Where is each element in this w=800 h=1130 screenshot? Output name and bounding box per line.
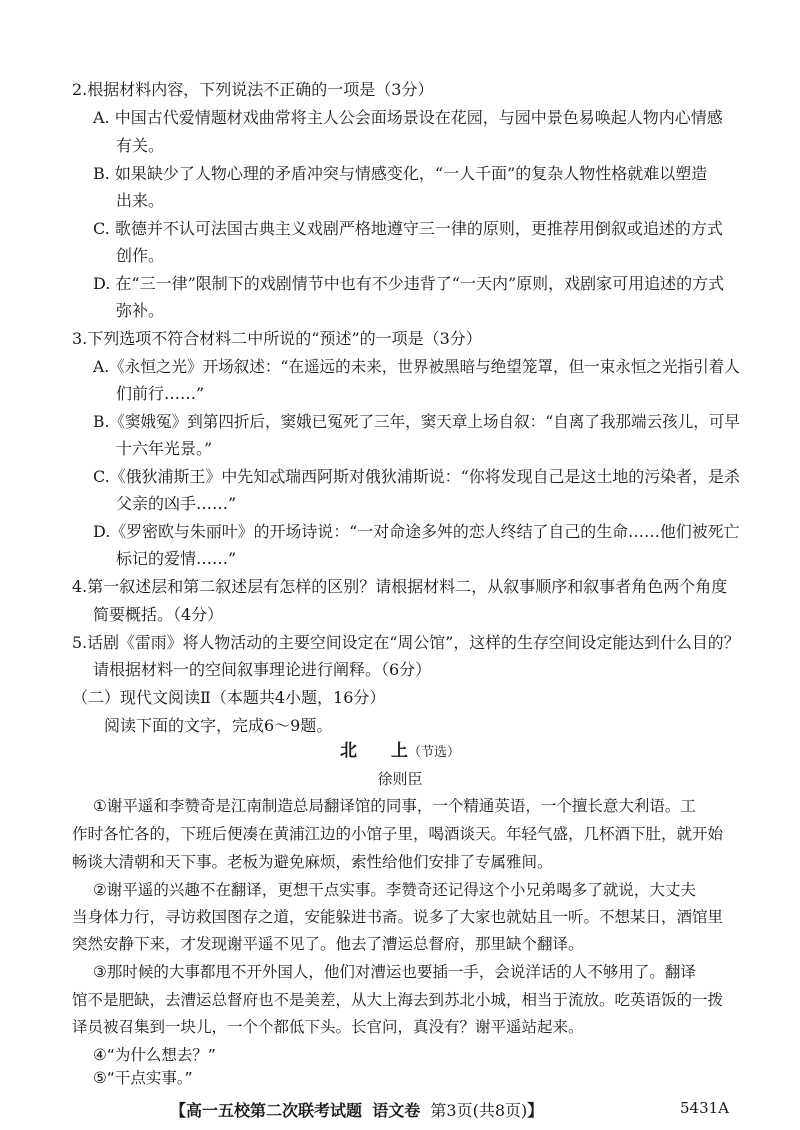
paragraph-3-line3: 译员被召集到一块儿，一个个都低下头。长官问，真没有？谢平遥站起来。	[72, 1018, 584, 1036]
article-author: 徐则臣	[377, 770, 423, 788]
question-4-line1: 4.第一叙述层和第二叙述层有怎样的区别？请根据材料二，从叙事顺序和叙事者角色两个角度	[72, 577, 728, 596]
footer-exam-info	[170, 1098, 543, 1121]
question-3-option-a-line1: A.《永恒之光》开场叙述：“在遥远的未来，世界被黑暗与绝望笼罩，但一束永恒之光指引着人	[93, 357, 740, 376]
paragraph-3-line2: 馆不是肥缺，去漕运总督府也不是美差，从大上海去到苏北小城，相当于流放。吃英语饭的一拨	[72, 991, 724, 1009]
footer-page-number: 第3页(共8页)	[430, 1101, 528, 1120]
paragraph-2-line2: 当身体力行，寻访救国图存之道，安能躲进书斋。说多了大家也就姑且一听。不想某日，酒馆里	[72, 908, 724, 926]
footer-bracket-right: 】	[527, 1101, 544, 1120]
section-instruction: 阅读下面的文字，完成6～9题。	[104, 716, 333, 735]
paragraph-4: ④“为什么想去？”	[93, 1046, 216, 1064]
question-3-option-d-line2: 标记的爱情……”	[116, 549, 237, 568]
question-3-option-b-line2: 十六年光景。”	[116, 439, 213, 458]
footer-subject: 语文卷	[372, 1101, 421, 1120]
question-4-line2: 简要概括。（4分）	[93, 605, 224, 624]
page-footer	[0, 1098, 800, 1122]
footer-exam-name: 高一五校第二次联考试题	[186, 1101, 363, 1120]
question-3-stem: 3.下列选项不符合材料二中所说的“预述”的一项是（3分）	[72, 329, 482, 348]
question-2-option-c-line1: C. 歌德并不认可法国古典主义戏剧严格地遵守三一律的原则，更推荐用倒叙或追述的方式	[93, 219, 723, 238]
footer-exam-code: 5431A	[680, 1099, 730, 1117]
question-2-option-c-line2: 创作。	[116, 246, 165, 265]
question-2-option-b-line2: 出来。	[116, 191, 165, 210]
footer-bracket-left: 【	[170, 1101, 187, 1120]
question-2-option-a-line2: 有关。	[116, 136, 165, 155]
article-title-note: （节选）	[407, 745, 460, 760]
question-3-option-c-line1: C.《俄狄浦斯王》中先知忒瑞西阿斯对俄狄浦斯说：“你将发现自己是这土地的污染者，是杀	[93, 467, 740, 486]
question-2-option-a-line1: A. 中国古代爱情题材戏曲常将主人公会面场景设在花园，与园中景色易唤起人物内心情感	[93, 108, 723, 127]
paragraph-2-line3: 突然安静下来，才发现谢平遥不见了。他去了漕运总督府，那里缺个翻译。	[72, 935, 584, 953]
paragraph-1-line3: 畅谈大清朝和天下事。老板为避免麻烦，索性给他们安排了专属雅间。	[72, 853, 553, 871]
paragraph-5: ⑤“干点实事。”	[93, 1069, 193, 1087]
section-heading: （二）现代文阅读Ⅱ（本题共4小题，16分）	[72, 688, 386, 707]
question-5-line2: 请根据材料一的空间叙事理论进行阐释。（6分）	[93, 660, 432, 679]
paragraph-1-line1: ①谢平遥和李赞奇是江南制造总局翻译馆的同事，一个精通英语，一个擅长意大利语。工	[93, 797, 696, 815]
paragraph-1-line2: 作时各忙各的，下班后便凑在黄浦江边的小馆子里，喝酒谈天。年轻气盛，几杯酒下肚，就开始	[72, 825, 724, 843]
question-3-option-b-line1: B.《窦娥冤》到第四折后，窦娥已冤死了三年，窦天章上场自叙：“自离了我那端云孩儿，可早	[93, 412, 741, 431]
paragraph-3-line1: ③那时候的大事都甩不开外国人，他们对漕运也要插一手，会说洋话的人不够用了。翻译	[93, 963, 696, 981]
question-2-option-d-line2: 弥补。	[116, 301, 165, 320]
question-2-stem: 2.根据材料内容，下列说法不正确的一项是（3分）	[72, 80, 434, 99]
question-3-option-d-line1: D.《罗密欧与朱丽叶》的开场诗说：“一对命途多舛的恋人终结了自己的生命……他们被死亡	[93, 522, 740, 541]
question-5-line1: 5.话剧《雷雨》将人物活动的主要空间设定在“周公馆”，这样的生存空间设定能达到什么目的？	[72, 633, 740, 652]
question-3-option-c-line2: 父亲的凶手……”	[116, 494, 237, 513]
article-title	[0, 741, 800, 763]
paragraph-2-line1: ②谢平遥的兴趣不在翻译，更想干点实事。李赞奇还记得这个小兄弟喝多了就说，大丈夫	[93, 881, 696, 899]
question-3-option-a-line2: 们前行……”	[116, 384, 205, 403]
article-title-text: 北 上	[339, 741, 408, 761]
question-2-option-d-line1: D. 在“三一律”限制下的戏剧情节中也有不少违背了“一天内”原则，戏剧家可用追述的方式	[93, 274, 725, 293]
question-2-option-b-line1: B. 如果缺少了人物心理的矛盾冲突与情感变化，“一人千面”的复杂人物性格就难以塑造	[93, 164, 708, 183]
